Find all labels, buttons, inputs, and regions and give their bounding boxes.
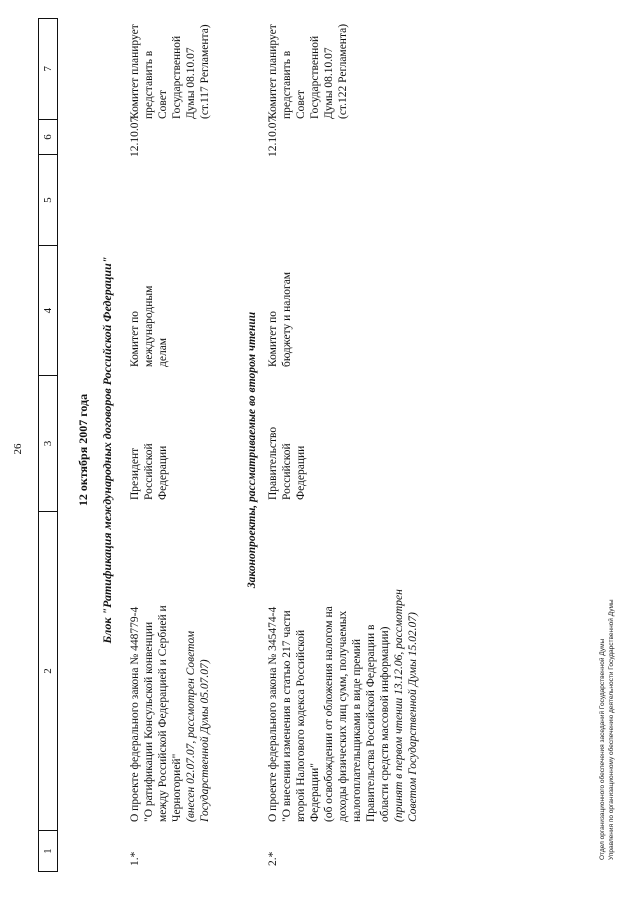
footer [598, 599, 616, 860]
page-number: 26 [12, 443, 24, 455]
bill-description-line: Черногорией" [171, 753, 183, 822]
column-number-4: 4 [39, 245, 57, 375]
initiator-line: Федерации [295, 445, 307, 500]
responsible-committee [128, 257, 170, 367]
note-line: (ст.122 Регламента) [337, 23, 349, 119]
note-line: Государственной [171, 35, 183, 119]
committee-line: Комитет по [129, 311, 141, 367]
initiator-line: Российской [281, 443, 293, 500]
date-heading: 12 октября 2007 года [76, 393, 90, 507]
initiator [128, 390, 170, 500]
bill-description-line: Правительства Российской Федерации в [365, 624, 377, 822]
bill-description-line: "О внесении изменения в статью 217 части [281, 610, 293, 822]
note-line: (ст.117 Регламента) [199, 24, 211, 119]
column-number-3: 3 [39, 375, 57, 510]
initiator-line: Российской [143, 443, 155, 500]
footer-line: Отдел организационного обеспечения заседаний Государственной Думы [599, 638, 606, 860]
committee-line: Комитет по [267, 311, 279, 367]
bill-description [128, 532, 212, 822]
note-line: представить в Совет [281, 50, 307, 119]
bill-description-line: доходы физических лиц сумм, получаемых [337, 610, 349, 822]
note-line: Государственной [309, 35, 321, 119]
note-line: Комитет планирует [129, 24, 141, 119]
note-line: Думы 08.10.07 [185, 47, 197, 119]
committee-line: международным [143, 285, 155, 367]
consideration-date: 12.10.07 [267, 116, 279, 157]
bill-description-line: О проекте федерального закона № 448779-4 [129, 606, 141, 822]
note [128, 19, 212, 119]
bill-status-line: (принят в первом чтении 13.12.06, рассмотрен [393, 589, 405, 822]
committee-line: бюджету и налогам [281, 271, 293, 367]
row-number: 1.* [129, 851, 141, 866]
note-line: Комитет планирует [267, 24, 279, 119]
column-number-7: 7 [42, 66, 54, 72]
bill-description-line: второй Налогового кодекса Российской [295, 629, 307, 822]
bill-status-line: Советом Государственной Думы 15.02.07) [407, 612, 419, 822]
row-number: 2.* [267, 851, 279, 866]
initiator-line: Президент [129, 447, 141, 500]
column-number-5: 5 [39, 154, 57, 245]
column-number-1: 1 [39, 830, 57, 871]
note [266, 19, 350, 119]
bill-description-line: области средств массовой информации) [379, 626, 391, 822]
committee-line: делам [157, 337, 169, 367]
bill-description-line: О проекте федерального закона № 345474-4 [267, 606, 279, 822]
bill-description-line: "О ратификации Консульской конвенции [143, 621, 155, 822]
bill-description-line: налогоплательщиками в виде премий [351, 639, 363, 822]
footer-line: Управления по организационному обеспечению деятельности Государственной Думы [608, 599, 615, 860]
note-line: Думы 08.10.07 [323, 47, 335, 119]
section-heading: Законопроекты, рассматриваемые во втором чтении [246, 311, 258, 589]
note-line: представить в Совет [143, 50, 169, 119]
column-number-2: 2 [39, 511, 57, 831]
initiator-line: Правительство [267, 426, 279, 500]
responsible-committee [266, 257, 294, 367]
bill-description [266, 532, 420, 822]
bill-description-line: Федерации" [309, 762, 321, 822]
initiator [266, 390, 308, 500]
initiator-line: Федерации [157, 445, 169, 500]
column-number-header [38, 18, 58, 872]
bill-description-line: между Российской Федерацией и Сербией и [157, 605, 169, 822]
consideration-date: 12.10.07 [129, 116, 141, 157]
bill-status-line: Государственной Думы 05.07.07) [199, 659, 211, 822]
column-number-6: 6 [39, 119, 57, 155]
bill-status-line: (внесен 02.07.07, рассмотрен Советом [185, 630, 197, 822]
bill-description-line: (об освобождении от обложения налогом на [323, 606, 335, 822]
block-heading: Блок "Ратификация международных договоров Российской Федерации" [100, 256, 114, 644]
